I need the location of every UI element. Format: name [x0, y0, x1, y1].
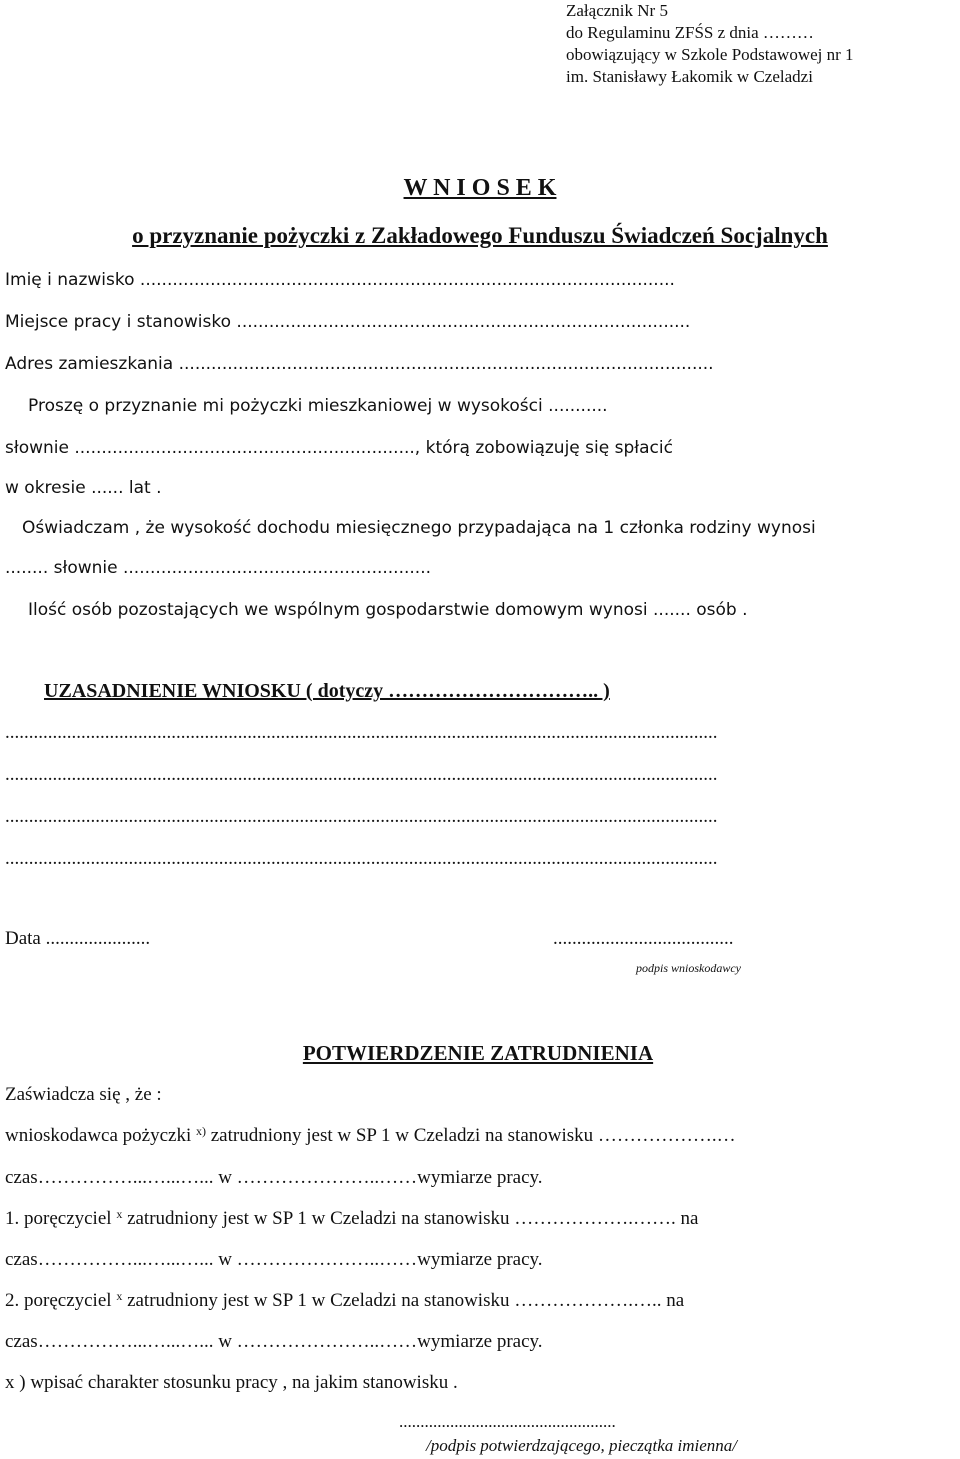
- address-field: Adres zamieszkania ...................................................................................................: [5, 354, 714, 374]
- workplace-field: Miejsce pracy i stanowisko ....................................................................................: [5, 312, 691, 332]
- attachment-header: [566, 0, 854, 88]
- guarantor-1-working-time: czas……………...…...…... w …………………..……wymiarze pracy.: [5, 1249, 543, 1270]
- justification-line: ......................................................................................................................................................: [5, 764, 718, 785]
- guarantor-1-employment-line: [5, 1208, 698, 1230]
- applicant-signature-line: ......................................: [553, 928, 734, 949]
- confirmer-signature-caption: /podpis potwierdzającego, pieczątka imienna/: [426, 1436, 737, 1455]
- applicant-signature-caption: podpis wnioskodawcy: [636, 961, 741, 975]
- confirmation-intro: Zaświadcza się , że :: [5, 1084, 162, 1105]
- date-field: Data ......................: [5, 928, 151, 949]
- applicant-employment-line: [5, 1125, 736, 1147]
- footnote-marker: x: [116, 1289, 123, 1303]
- confirmer-signature-line: ...................................................: [399, 1412, 616, 1431]
- footnote-marker: x: [116, 1207, 123, 1221]
- attachment-number: Załącznik Nr 5: [566, 1, 668, 20]
- justification-line: ......................................................................................................................................................: [5, 848, 718, 869]
- loan-amount-field: Proszę o przyznanie mi pożyczki mieszkaniowej w wysokości ...........: [28, 396, 608, 416]
- attachment-school: obowiązujący w Szkole Podstawowej nr 1: [566, 45, 854, 64]
- guarantor-1-position: zatrudniony jest w SP 1 w Czeladzi na stanowisku ……………….……. na: [127, 1208, 699, 1229]
- confirmation-heading: POTWIERDZENIE ZATRUDNIENIA: [302, 1041, 654, 1065]
- footnote-marker: x): [196, 1124, 206, 1138]
- document-subtitle: o przyznanie pożyczki z Zakładowego Funduszu Świadczeń Socjalnych: [132, 223, 828, 248]
- guarantor-2-position: zatrudniony jest w SP 1 w Czeladzi na stanowisku ……………….….. na: [127, 1290, 685, 1311]
- amount-in-words-field: słownie ..............................................................., którą zobowiązuję się spłacić: [5, 438, 673, 458]
- income-words-field: ........ słownie .........................................................: [5, 558, 432, 578]
- justification-heading: UZASADNIENIE WNIOSKU ( dotyczy ………………………….. ): [44, 680, 610, 702]
- justification-line: ......................................................................................................................................................: [5, 806, 718, 827]
- applicant-position: zatrudniony jest w SP 1 w Czeladzi na stanowisku ……………….…: [210, 1125, 736, 1146]
- applicant-label: wnioskodawca pożyczki: [5, 1125, 192, 1146]
- name-field: Imię i nazwisko ...................................................................................................: [5, 270, 675, 290]
- justification-line: ......................................................................................................................................................: [5, 722, 718, 743]
- guarantor-1-label: 1. poręczyciel: [5, 1208, 112, 1229]
- guarantor-2-working-time: czas……………...…...…... w …………………..……wymiarze pracy.: [5, 1331, 543, 1352]
- guarantor-2-label: 2. poręczyciel: [5, 1290, 112, 1311]
- footnote: x ) wpisać charakter stosunku pracy , na jakim stanowisku .: [5, 1372, 458, 1393]
- applicant-working-time: czas……………...…...…... w …………………..……wymiarze pracy.: [5, 1167, 543, 1188]
- guarantor-2-employment-line: [5, 1290, 684, 1312]
- household-size-field: Ilość osób pozostających we wspólnym gospodarstwie domowym wynosi ....... osób .: [28, 600, 748, 620]
- income-declaration: Oświadczam , że wysokość dochodu miesięcznego przypadająca na 1 członka rodziny wynosi: [22, 518, 816, 538]
- attachment-regulation: do Regulaminu ZFŚS z dnia ………: [566, 23, 814, 42]
- repayment-period-field: w okresie ...... lat .: [5, 478, 162, 498]
- document-title: W N I O S E K: [403, 175, 557, 201]
- attachment-patron: im. Stanisławy Łakomik w Czeladzi: [566, 67, 813, 86]
